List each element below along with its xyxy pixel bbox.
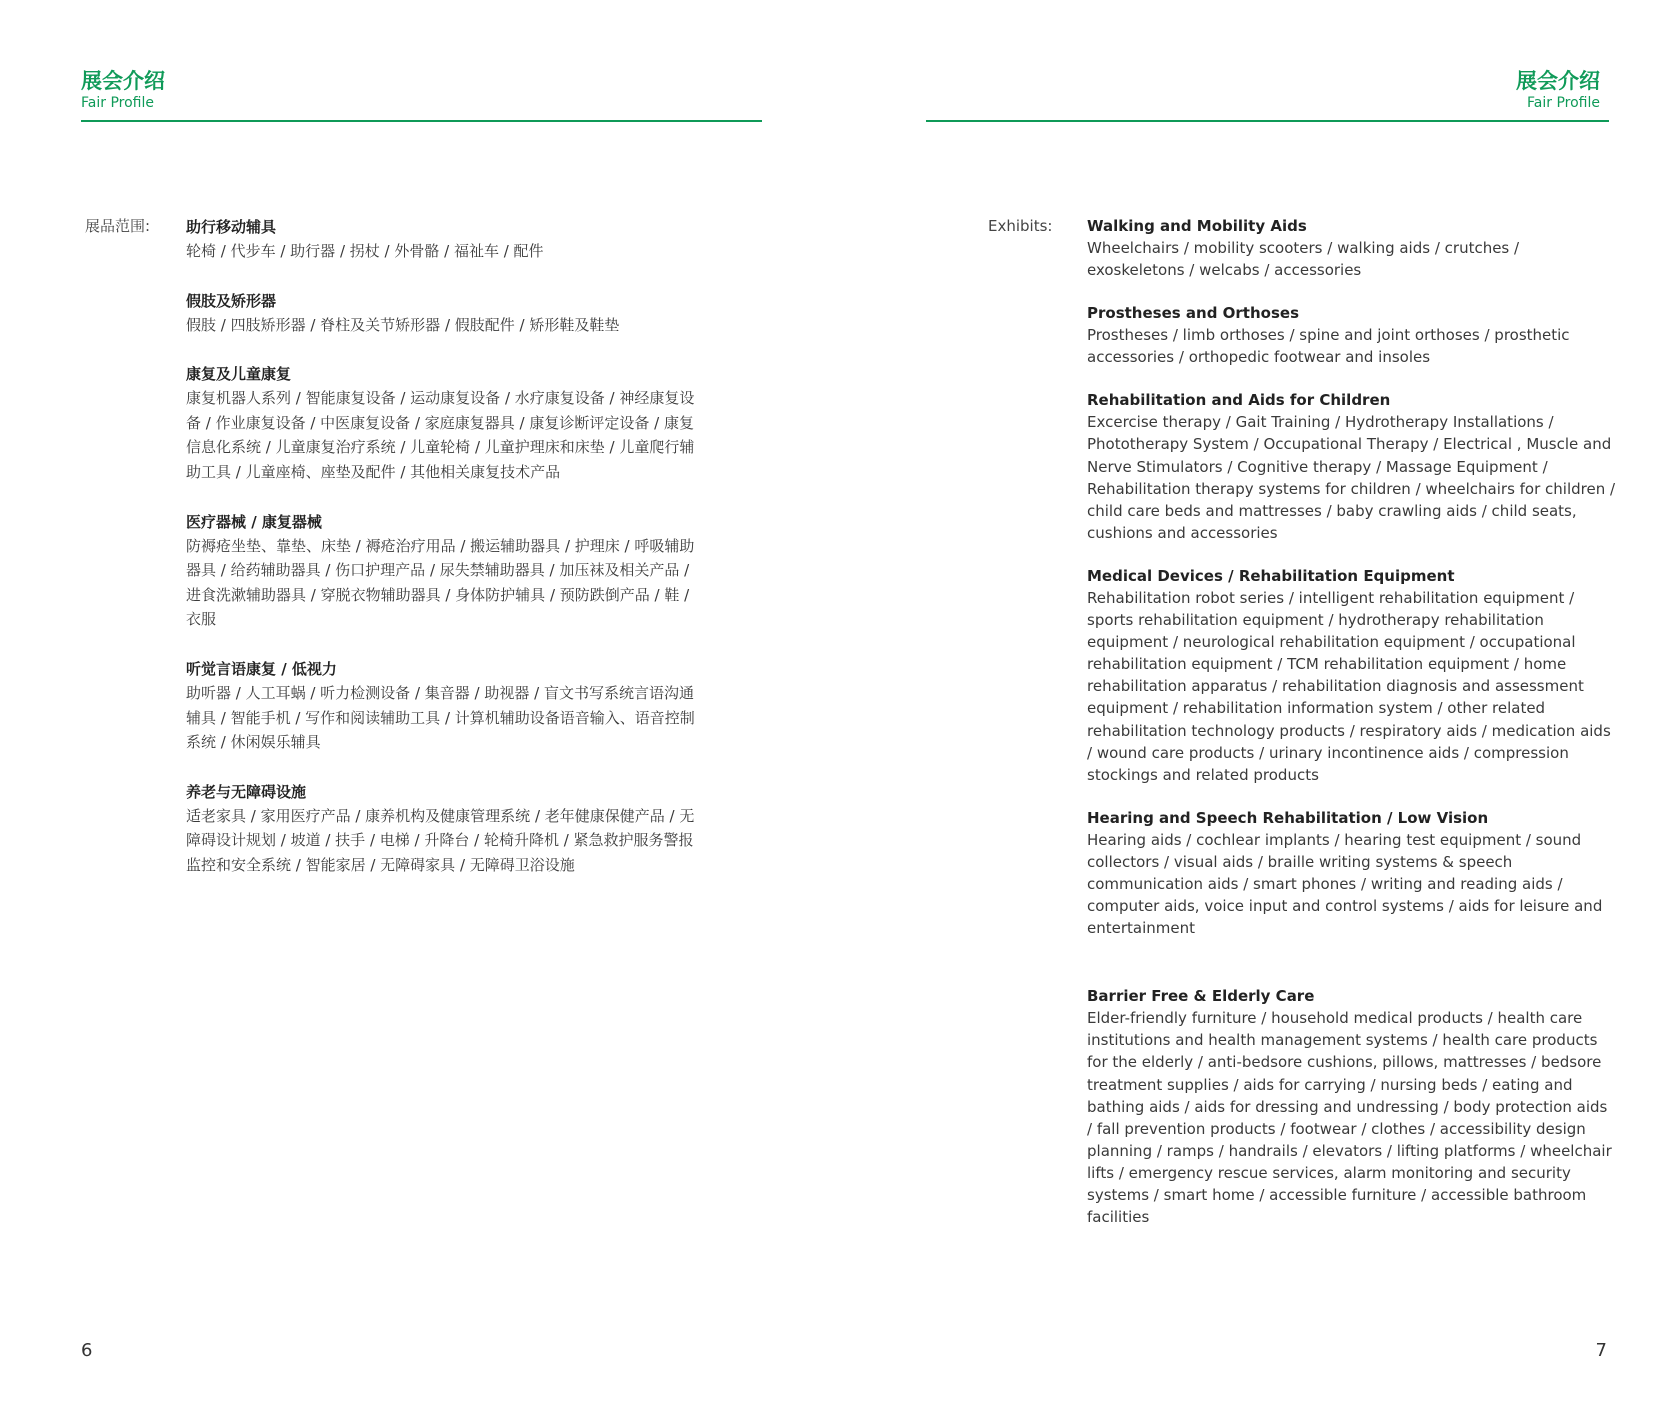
section-hearing-speech	[186, 657, 701, 755]
section-title: Prostheses and Orthoses	[1087, 304, 1299, 323]
section-title: 医疗器械 / 康复器械	[186, 512, 322, 531]
page-header	[81, 68, 165, 112]
section-medical-devices	[186, 510, 701, 632]
exhibits-label: Exhibits:	[988, 217, 1053, 235]
header-divider	[81, 120, 762, 122]
section-elderly-care	[186, 780, 701, 878]
section-body: 适老家具 / 家用医疗产品 / 康养机构及健康管理系统 / 老年健康保健产品 / 无障碍设计规划 / 坡道 / 扶手 / 电梯 / 升降台 / 轮椅升降机 / 紧急救护服务警报监控和安全系统 / 智能家居 / 无障碍家具 / 无障碍卫浴设施	[186, 806, 695, 874]
page-header	[1516, 68, 1600, 112]
section-body: Elder-friendly furniture / household medical products / health care institutions and health management systems / health care products for the elderly / anti-bedsore cushions, pillows, mattresses / bedsore treatment supplies / aids for carrying / nursing beds / eating and bathing aids / aids for dressing and undressing / body protection aids / fall prevention products / footwear / clothes / accessibility design planning / ramps / handrails / elevators / lifting platforms / wheelchair lifts / emergency rescue services, alarm monitoring and security systems / smart home / accessible furniture / accessible bathroom facilities	[1087, 1009, 1612, 1227]
section-title: 养老与无障碍设施	[186, 782, 307, 801]
section-title: Barrier Free & Elderly Care	[1087, 987, 1315, 1006]
section-title: Medical Devices / Rehabilitation Equipment	[1087, 566, 1455, 585]
section-prostheses	[186, 289, 701, 338]
header-divider	[926, 120, 1609, 122]
header-title: 展会介绍	[81, 69, 165, 93]
section-mobility-aids	[1087, 215, 1617, 281]
section-rehabilitation	[186, 362, 701, 484]
section-body: 防褥疮坐垫、靠垫、床垫 / 褥疮治疗用品 / 搬运辅助器具 / 护理床 / 呼吸辅助器具 / 给药辅助器具 / 伤口护理产品 / 尿失禁辅助器具 / 加压袜及相关产品 / 进食洗漱辅助器具 / 穿脱衣物辅助器具 / 身体防护辅具 / 预防跌倒产品 / 鞋 / 衣服	[186, 536, 695, 629]
header-title: 展会介绍	[1516, 69, 1600, 93]
section-body: Hearing aids / cochlear implants / hearing test equipment / sound collectors / visual aids / braille writing systems & speech communication aids / smart phones / writing and reading aids / computer aids, voice input and control systems / aids for leisure and entertainment	[1087, 830, 1603, 938]
section-rehabilitation	[1087, 389, 1617, 544]
exhibit-sections	[1087, 215, 1617, 1249]
right-page	[840, 0, 1680, 1411]
header-subtitle: Fair Profile	[1527, 95, 1600, 111]
section-title: 假肢及矫形器	[186, 291, 277, 310]
section-mobility-aids	[186, 215, 701, 264]
section-title: Walking and Mobility Aids	[1087, 217, 1307, 235]
section-body: Excercise therapy / Gait Training / Hydrotherapy Installations / Phototherapy System / Occupational Therapy / Electrical , Muscle and Nerve Stimulators / Cognitive therapy / Massage Equipment / Rehabilitation therapy systems for children / wheelchairs for children / child care beds and mattresses / baby crawling aids / child seats, cushions and accessories	[1087, 413, 1616, 542]
page-number: 7	[1595, 1340, 1607, 1361]
section-body: Rehabilitation robot series / intelligent rehabilitation equipment / sports rehabilitation equipment / hydrotherapy rehabilitation equipment / neurological rehabilitation equipment / occupational rehabilitation equipment / TCM rehabilitation equipment / home rehabilitation apparatus / rehabilitation diagnosis and assessment equipment / rehabilitation information system / other related rehabilitation technology products / respiratory aids / medication aids / wound care products / urinary incontinence aids / compression stockings and related products	[1087, 588, 1611, 784]
section-body: 康复机器人系列 / 智能康复设备 / 运动康复设备 / 水疗康复设备 / 神经康复设备 / 作业康复设备 / 中医康复设备 / 家庭康复器具 / 康复诊断评定设备 / 康复信息化系统 / 儿童康复治疗系统 / 儿童轮椅 / 儿童护理床和床垫 / 儿童爬行辅助工具 / 儿童座椅、座垫及配件 / 其他相关康复技术产品	[186, 389, 695, 481]
section-prostheses	[1087, 302, 1617, 368]
exhibits-label: 展品范围:	[85, 217, 151, 235]
section-body: 假肢 / 四肢矫形器 / 脊柱及关节矫形器 / 假肢配件 / 矫形鞋及鞋垫	[186, 315, 620, 334]
page-number: 6	[81, 1340, 93, 1361]
section-body: Wheelchairs / mobility scooters / walking aids / crutches / exoskeletons / welcabs / accessories	[1087, 239, 1520, 280]
section-body: 助听器 / 人工耳蜗 / 听力检测设备 / 集音器 / 助视器 / 盲文书写系统言语沟通辅具 / 智能手机 / 写作和阅读辅助工具 / 计算机辅助设备语音输入、语音控制系统 / 休闲娱乐辅具	[186, 683, 695, 752]
section-medical-devices	[1087, 565, 1617, 786]
section-elderly-care	[1087, 985, 1617, 1228]
section-body: 轮椅 / 代步车 / 助行器 / 拐杖 / 外骨骼 / 福祉车 / 配件	[186, 242, 544, 260]
section-hearing-speech	[1087, 807, 1617, 939]
section-title: Hearing and Speech Rehabilitation / Low Vision	[1087, 808, 1489, 827]
header-subtitle: Fair Profile	[81, 95, 154, 111]
section-title: 助行移动辅具	[186, 218, 277, 236]
section-body: Prostheses / limb orthoses / spine and joint orthoses / prosthetic accessories / orthopedic footwear and insoles	[1087, 326, 1570, 367]
section-title: Rehabilitation and Aids for Children	[1087, 391, 1391, 410]
section-title: 康复及儿童康复	[186, 365, 292, 384]
section-title: 听觉言语康复 / 低视力	[186, 659, 337, 678]
exhibit-sections	[186, 215, 701, 903]
